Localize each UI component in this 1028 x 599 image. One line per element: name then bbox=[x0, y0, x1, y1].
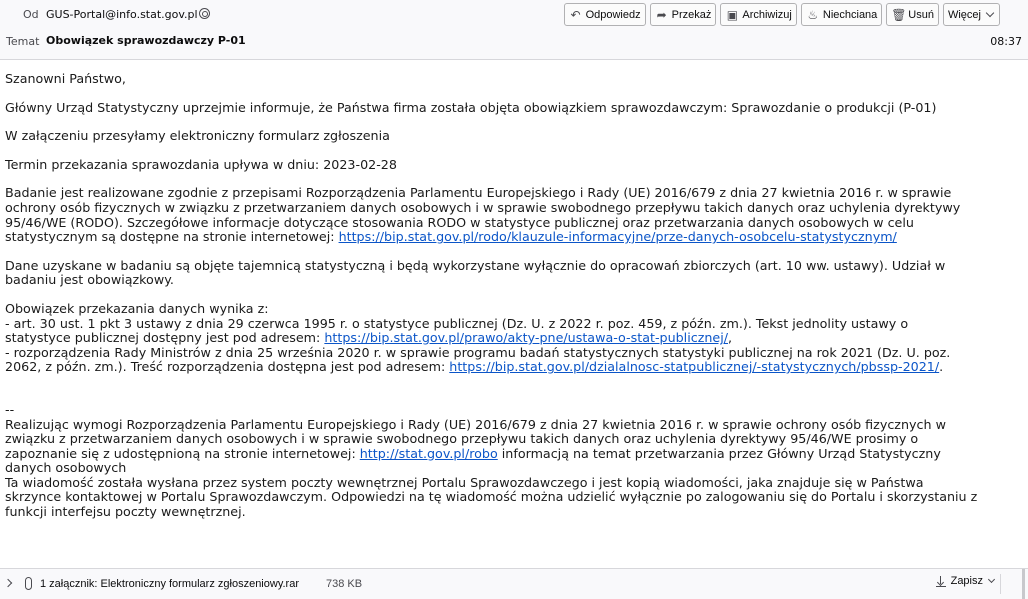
p6-line-1: Obowiązek przekazania danych wynika z: bbox=[5, 300, 269, 316]
message-time: 08:37 bbox=[990, 35, 1022, 48]
p6-line-3: statystyce publicznej dostępny jest pod adresem: bbox=[5, 330, 325, 346]
p4-line-2: ochrony osób fizycznych w związku z przetwarzaniem danych osobowych i w sprawie swobodnego przepływu takich danych oraz uchylenia dyrektywy bbox=[5, 199, 961, 215]
attachment-summary[interactable]: 1 załącznik: Elektroniczny formularz zgłoszeniowy.rar bbox=[40, 578, 299, 590]
sig-line-3-after: informacją na temat przetwarzania przez Główny Urząd Statystyczny bbox=[497, 445, 941, 461]
delete-button[interactable] bbox=[886, 3, 939, 26]
subject-row bbox=[0, 30, 1028, 52]
p5-line-2: badaniu jest obowiązkowy. bbox=[5, 272, 174, 288]
forward-label: Przekaż bbox=[671, 8, 712, 21]
paragraph-3 bbox=[5, 158, 1025, 173]
message-body bbox=[5, 62, 1025, 567]
download-icon bbox=[936, 576, 946, 587]
paragraph-5 bbox=[5, 259, 1025, 288]
more-label: Więcej bbox=[947, 8, 981, 21]
save-attachment-button[interactable] bbox=[936, 575, 994, 587]
archive-icon: ▣ bbox=[726, 7, 739, 22]
sig-line-7: funkcji interfejsu poczty wewnętrznej. bbox=[5, 504, 246, 520]
reply-button[interactable] bbox=[564, 3, 646, 26]
sender-address[interactable]: GUS-Portal@info.stat.gov.pl bbox=[46, 8, 198, 21]
flame-icon: ♨ bbox=[807, 7, 819, 22]
signature-separator: -- bbox=[5, 401, 15, 417]
from-label: Od bbox=[23, 8, 39, 21]
paperclip-icon bbox=[25, 577, 32, 590]
greeting-text: Szanowni Państwo, bbox=[5, 71, 126, 86]
sig-line-4: danych osobowych bbox=[5, 460, 127, 476]
p6-period: . bbox=[939, 359, 944, 375]
junk-label: Niechciana bbox=[822, 8, 878, 21]
archive-label: Archiwizuj bbox=[742, 8, 792, 21]
scrollbar[interactable] bbox=[1022, 569, 1025, 599]
gdpr-link[interactable]: http://stat.gov.pl/robo bbox=[359, 445, 498, 461]
sig-line-1: Realizując wymogi Rozporządzenia Parlamentu Europejskiego i Rady (UE) 2016/679 z dnia 27 kwietnia 2016 r. w sprawie ochrony osób fizycznych w bbox=[5, 416, 946, 432]
attachment-bar bbox=[0, 568, 1028, 599]
subject-text: Obowiązek sprawozdawczy P-01 bbox=[46, 34, 246, 47]
expand-attachments-icon[interactable] bbox=[4, 579, 12, 587]
paragraph-2-text: W załączeniu przesyłamy elektroniczny formularz zgłoszenia bbox=[5, 128, 390, 144]
reply-label: Odpowiedz bbox=[585, 8, 641, 21]
signature bbox=[5, 403, 1025, 520]
sig-line-5: Ta wiadomość została wysłana przez system poczty wewnętrznej Portalu Sprawozdawczego i jest kopią wiadomości, jaka znajduje się w Państwa bbox=[5, 474, 924, 490]
p6-line-2: - art. 30 ust. 1 pkt 3 ustawy z dnia 29 czerwca 1995 r. o statystyce publicznej (Dz. U. z 2022 r. poz. 459, z późn. zm.). Tekst jednolity ustawy o bbox=[5, 315, 909, 331]
archive-button[interactable] bbox=[720, 3, 797, 26]
delete-label: Usuń bbox=[908, 8, 934, 21]
sig-line-2: związku z przetwarzaniem danych osobowych i w sprawie swobodnego przepływu takich danych oraz uchylenia dyrektywy 95/46/WE prosimy o bbox=[5, 431, 919, 447]
chevron-down-icon bbox=[986, 9, 994, 17]
subject-label: Temat bbox=[6, 35, 40, 48]
save-label: Zapisz bbox=[950, 575, 983, 587]
paragraph-1-text: Główny Urząd Statystyczny uprzejmie informuje, że Państwa firma została objęta obowiązkiem sprawozdawczym: Sprawozdanie o produkcji (P-01) bbox=[5, 99, 937, 115]
paragraph-3-text: Termin przekazania sprawozdania upływa w dniu: 2023-02-28 bbox=[5, 156, 397, 172]
sig-line-6: skrzynce kontaktowej w Portalu Sprawozdawczym. Odpowiedzi na tę wiadomość można udzielić wyłącznie po zalogowaniu się do Portalu i skorzystaniu z bbox=[5, 489, 978, 505]
paragraph-2 bbox=[5, 129, 1025, 144]
p6-line-5: 2062, z późn. zm.). Treść rozporządzenia dostępna jest pod adresem: bbox=[5, 359, 450, 375]
paragraph-4 bbox=[5, 186, 1025, 244]
p6-comma: , bbox=[728, 330, 733, 346]
forward-button[interactable] bbox=[650, 3, 717, 26]
p5-line-1: Dane uzyskane w badaniu są objęte tajemnicą statystyczną i będą wykorzystane wyłącznie do opracowań zbiorczych (art. 10 ww. ustawy). Udział w bbox=[5, 257, 946, 273]
sig-line-3: zapoznanie się z udostępnioną na stronie internetowej: bbox=[5, 445, 360, 461]
forward-icon: ➦ bbox=[656, 7, 667, 22]
paragraph-1 bbox=[5, 101, 1025, 116]
p4-line-4: statystycznym są dostępne na stronie internetowej: bbox=[5, 229, 339, 245]
more-button[interactable] bbox=[943, 3, 1000, 26]
reply-icon: ↶ bbox=[570, 7, 581, 22]
attachment-size: 738 KB bbox=[326, 578, 363, 590]
divider bbox=[1000, 574, 1001, 594]
statute-link[interactable]: https://bip.stat.gov.pl/prawo/akty-pne/ustawa-o-stat-publicznej/ bbox=[324, 330, 729, 346]
contact-icon[interactable] bbox=[199, 8, 210, 19]
rodo-link[interactable]: https://bip.stat.gov.pl/rodo/klauzule-informacyjne/prze-danych-osobcelu-statystycznym/ bbox=[338, 229, 897, 245]
message-header bbox=[0, 0, 1028, 60]
message-toolbar bbox=[564, 3, 1000, 26]
from-row bbox=[0, 0, 1028, 30]
junk-button[interactable] bbox=[801, 3, 882, 26]
trash-icon: 🗑 bbox=[891, 7, 907, 22]
chevron-down-icon[interactable] bbox=[988, 576, 995, 583]
p4-line-3: 95/46/WE (RODO). Szczegółowe informacje dotyczące stosowania RODO w statystyce publicznej oraz przetwarzania danych osobowych w celu bbox=[5, 214, 914, 230]
greeting bbox=[5, 72, 1025, 87]
p6-line-4: - rozporządzenia Rady Ministrów z dnia 25 września 2020 r. w sprawie programu badań statystycznych statystyki publicznej na rok 2021 (Dz. U. poz. bbox=[5, 344, 951, 360]
paragraph-6 bbox=[5, 302, 1025, 375]
p4-line-1: Badanie jest realizowane zgodnie z przepisami Rozporządzenia Parlamentu Europejskiego i Rady (UE) 2016/679 z dnia 27 kwietnia 2016 r. w sprawie bbox=[5, 185, 952, 201]
regulation-link[interactable]: https://bip.stat.gov.pl/dzialalnosc-statpublicznej/-statystycznych/pbssp-2021/ bbox=[449, 359, 940, 375]
